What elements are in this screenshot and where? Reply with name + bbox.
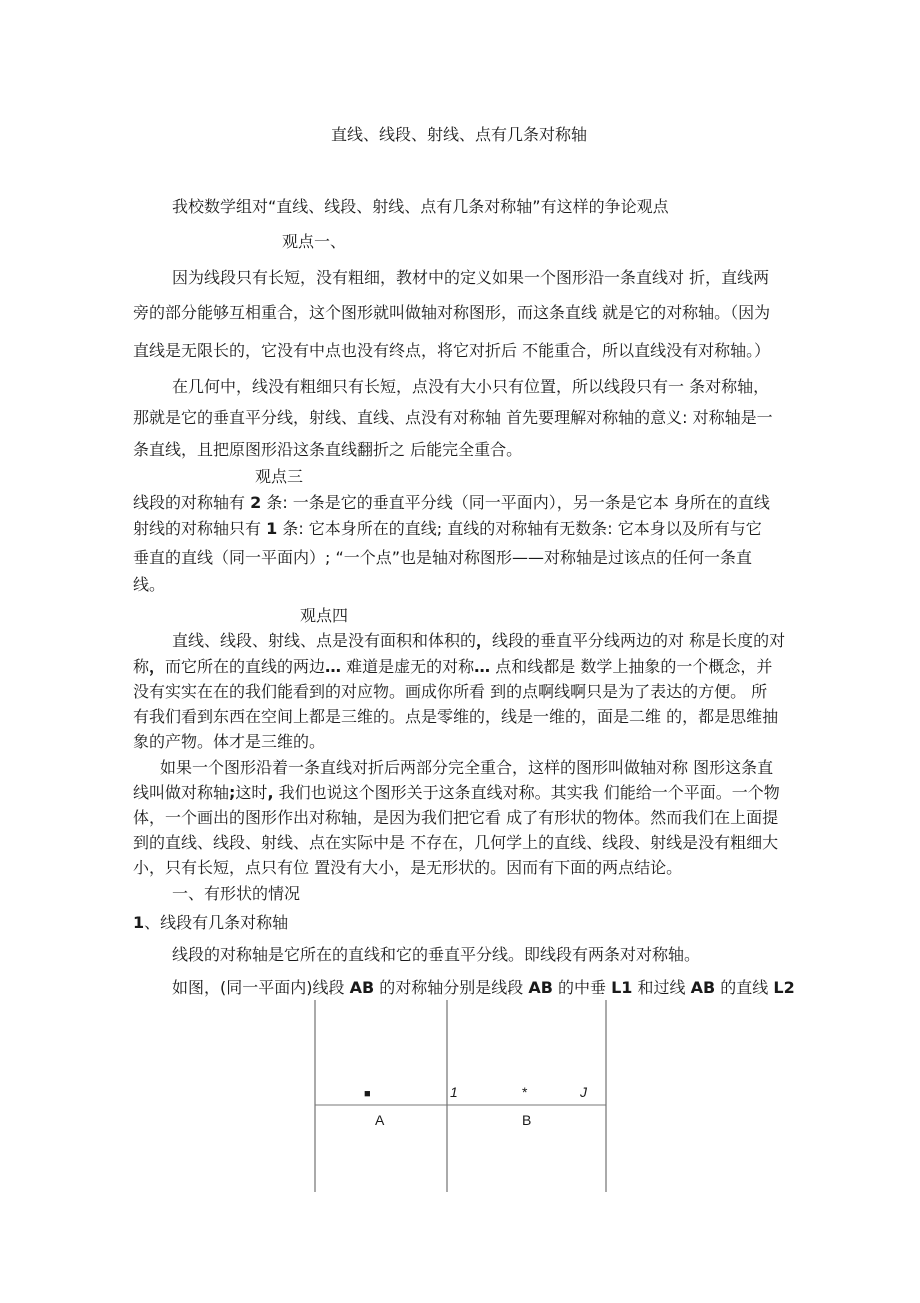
text: 直线、线段、射线、点是没有面积和体积的 [172,631,477,650]
view4-line1 [172,630,785,652]
segment-ab: AB [528,978,553,997]
comma: ， [476,631,493,650]
comma: , [267,783,274,802]
text: 的直线 [715,978,774,997]
subsection-heading [133,912,288,934]
semicolon: ; [229,783,236,802]
text: 的对称轴分别是线段 [374,978,529,997]
segment-ab: AB [690,978,716,997]
ellipsis: … [474,657,491,676]
view1-p2-line1: 在几何中，线没有粗细只有长短，点没有大小只有位置，所以线段只有一 条对称轴， [172,377,770,396]
label-a: A [375,1112,385,1128]
text: 条: 一条是它的垂直平分线（同一平面内），另一条是它本 身所在的直线 [261,493,770,512]
tick-mark-one: 1 [450,1084,458,1100]
line-l1: L1 [611,978,633,997]
point-marker: ■ [364,1088,371,1100]
text: 而它所在的直线的两边 [165,657,326,676]
text: 我们也说这个图形关于这条直线对称。其实我 们能给一个平面。一个物 [273,783,780,802]
para5-line2 [133,782,780,804]
star-mark: * [522,1084,528,1100]
view3-heading: 观点三 [255,467,304,486]
view3-line4: 线。 [133,575,166,594]
para5-line1: 如果一个图形沿着一条直线对折后两部分完全重合，这样的图形叫做轴对称 图形这条直 [160,758,774,777]
text: 线叫做对称轴 [133,783,230,802]
view4-line5: 象的产物。体才是三维的。 [133,732,326,751]
subsection-number: 1 [133,913,145,932]
view1-p2-line3: 条直线，且把原图形沿这条直线翻折之 后能完全重合。 [133,440,523,459]
text: 线段的垂直平分线两边的对 称是长度的对 [492,631,786,650]
text: 条: 它本身所在的直线; 直线的对称轴有无数条: 它本身以及所有与它 [277,519,762,538]
view1-p2-line2: 那就是它的垂直平分线，射线、直线、点没有对称轴 首先要理解对称轴的意义: 对称轴是一 [133,408,773,427]
text: 这时 [235,783,268,802]
text: 射线的对称轴只有 [133,519,267,538]
view4-line4: 有我们看到东西在空间上都是三维的。点是零维的，线是一维的，面是二维 的，都是思维抽 [133,707,779,726]
segment-ab: AB [349,978,375,997]
ellipsis: … [325,657,342,676]
view3-line3: 垂直的直线（同一平面内）; “一个点”也是轴对称图形——对称轴是过该点的任何一条直 [133,548,753,567]
text: 的中垂 [552,978,612,997]
symmetry-diagram [312,1000,612,1200]
subsection-title: 、线段有几条对称轴 [144,913,289,932]
section-heading: 一、有形状的情况 [172,884,301,903]
line-l2: L2 [773,978,795,997]
view3-line1 [133,492,770,514]
view3-line2 [133,518,762,540]
view4-line3: 没有实实在在的我们能看到的对应物。画成你所看 到的点啊线啊只是为了表达的方便。 所 [133,682,768,701]
label-b: B [522,1112,532,1128]
comma: ， [149,657,166,676]
view1-p1-line1: 因为线段只有长短，没有粗细，教材中的定义如果一个图形沿一条直线对 折，直线两 [172,268,770,287]
text: 和过线 [632,978,691,997]
tick-mark-j: J [580,1084,587,1100]
count-one: 1 [266,519,278,538]
text: 线段的对称轴有 [133,493,251,512]
body-line1: 线段的对称轴是它所在的直线和它的垂直平分线。即线段有两条对对称轴。 [172,945,701,964]
count-two: 2 [250,493,262,512]
view4-heading: 观点四 [300,606,349,625]
text: 称 [133,657,150,676]
diagram-lines [312,1000,612,1200]
intro-line: 我校数学组对“直线、线段、射线、点有几条对称轴”有这样的争论观点 [172,197,669,216]
para5-line5: 小，只有长短，点只有位 置没有大小，是无形状的。因而有下面的两点结论。 [133,858,683,877]
para5-line4: 到的直线、线段、射线、点在实际中是 不存在，几何学上的直线、线段、射线是没有粗细大 [133,833,779,852]
text: 点和线都是 数学上抽象的一个概念，并 [490,657,773,676]
text: 如图，(同一平面内)线段 [172,978,350,997]
view1-heading: 观点一、 [282,232,347,251]
view4-line2 [133,656,772,678]
view1-p1-line3: 直线是无限长的，它没有中点也没有终点，将它对折后 不能重合，所以直线没有对称轴。） [133,341,771,360]
text: 难道是虚无的对称 [341,657,475,676]
view1-p1-line2: 旁的部分能够互相重合，这个图形就叫做轴对称图形，而这条直线 就是它的对称轴。（因为 [133,303,771,322]
para5-line3: 体，一个画出的图形作出对称轴，是因为我们把它看 成了有形状的物体。然而我们在上面提 [133,808,779,827]
page-title: 直线、线段、射线、点有几条对称轴 [331,125,588,144]
body-line2 [172,977,795,999]
